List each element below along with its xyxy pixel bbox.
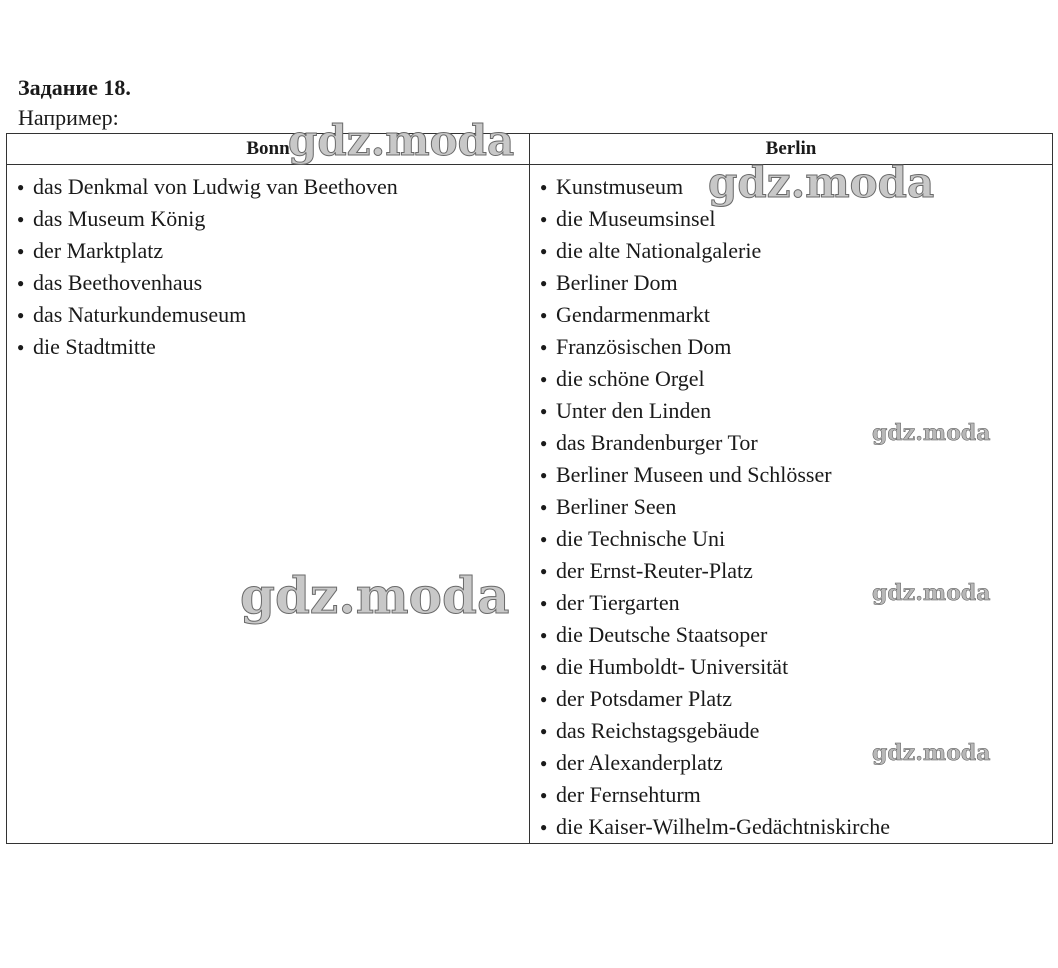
- header-berlin: Berlin: [530, 134, 1053, 165]
- list-item: ● der Potsdamer Platz: [540, 683, 1052, 715]
- list-item: ● das Beethovenhaus: [17, 267, 529, 299]
- bonn-column: [7, 165, 530, 844]
- table-body-row: [7, 165, 1053, 844]
- list-item: ● das Denkmal von Ludwig van Beethoven: [17, 171, 529, 203]
- task-subtitle: Например:: [18, 105, 119, 130]
- list-item: ● der Alexanderplatz: [540, 747, 1052, 779]
- list-item: ● das Museum König: [17, 203, 529, 235]
- watermark-logo: gdz.moda: [288, 116, 515, 165]
- list-item: ● die Museumsinsel: [540, 203, 1052, 235]
- watermark-logo: gdz.moda: [240, 566, 510, 625]
- header-bonn: Bonn: [7, 134, 530, 165]
- berlin-list: [540, 171, 1052, 843]
- list-item: ● der Fernsehturm: [540, 779, 1052, 811]
- list-item: ● der Ernst-Reuter-Platz: [540, 555, 1052, 587]
- list-item: ● die Kaiser-Wilhelm-Gedächtniskirche: [540, 811, 1052, 843]
- list-item: ● Französischen Dom: [540, 331, 1052, 363]
- list-item: ● Unter den Linden: [540, 395, 1052, 427]
- list-item: ● der Tiergarten: [540, 587, 1052, 619]
- list-item: ● die alte Nationalgalerie: [540, 235, 1052, 267]
- list-item: ● Gendarmenmarkt: [540, 299, 1052, 331]
- list-item: ● die Technische Uni: [540, 523, 1052, 555]
- list-item: ● der Marktplatz: [17, 235, 529, 267]
- bonn-list: [17, 171, 529, 363]
- list-item: ● die Deutsche Staatsoper: [540, 619, 1052, 651]
- list-item: ● das Naturkundemuseum: [17, 299, 529, 331]
- watermark-logo: gdz.moda: [872, 420, 991, 446]
- list-item: ● die Humboldt- Universität: [540, 651, 1052, 683]
- list-item: ● die Stadtmitte: [17, 331, 529, 363]
- list-item: ● das Reichstagsgebäude: [540, 715, 1052, 747]
- watermark-logo: gdz.moda: [708, 158, 935, 207]
- berlin-column: [530, 165, 1053, 844]
- list-item: ● Kunstmuseum: [540, 171, 1052, 203]
- places-table: [6, 133, 1053, 844]
- list-item: ● die schöne Orgel: [540, 363, 1052, 395]
- list-item: ● Berliner Dom: [540, 267, 1052, 299]
- list-item: ● Berliner Museen und Schlösser: [540, 459, 1052, 491]
- watermark-logo: gdz.moda: [872, 580, 991, 606]
- list-item: ● Berliner Seen: [540, 491, 1052, 523]
- task-title: Задание 18.: [18, 75, 131, 100]
- watermark-logo: gdz.moda: [872, 740, 991, 766]
- list-item: ● das Brandenburger Tor: [540, 427, 1052, 459]
- table-header-row: [7, 134, 1053, 165]
